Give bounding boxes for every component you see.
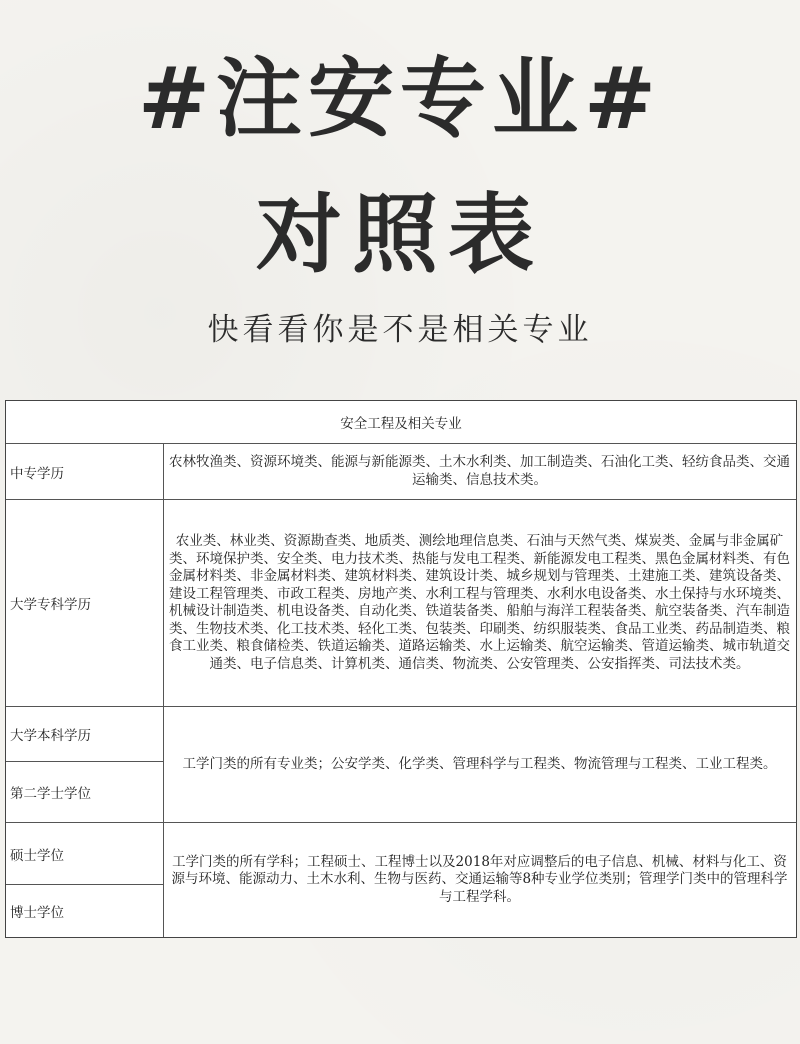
subtitle: 快看看你是不是相关专业 xyxy=(207,312,593,348)
row-content-secondary-school: 农林牧渔类、资源环境类、能源与新能源类、土木水利类、加工制造类、石油化工类、轻纺食品类、交通运输类、信息技术类。 xyxy=(169,454,790,488)
main-title: #注安专业# xyxy=(137,49,663,149)
row-label-junior-college: 大学专科学历 xyxy=(10,597,91,613)
row-label-secondary-school: 中专学历 xyxy=(10,465,64,482)
row-content-junior-college: 农业类、林业类、资源勘查类、地质类、测绘地理信息类、石油与天然气类、煤炭类、金属与非金属矿类、环境保护类、安全类、电力技术类、热能与发电工程类、新能源发电工程类、黑色金属材料类、有色金属材料类、非金属材料类、建筑材料类、建筑设计类、城乡规划与管理类、土建施工类、建筑设备类、建设工程管理类、市政工程类、房地产类、水利工程与管理类、水利水电设备类、水土保持与水环境类、机械设计制造类、机电设备类、自动化类、铁道装备类、船舶与海洋工程装备类、航空装备类、汽车制造类、生物技术类、化工技术类、轻化工类、包装类、印刷类、纺织服装类、食品工业类、药品制造类、粮食工业类、粮食储检类、铁道运输类、道路运输类、水上运输类、航空运输类、管道运输类、城市轨道交通类、电子信息类、计算机类、通信类、物流类、公安管理类、公安指挥类、司法技术类。 xyxy=(169,533,790,672)
row-label-second-bachelor: 第二学士学位 xyxy=(10,786,91,802)
row-content-master-doctorate: 工学门类的所有学科；工程硕士、工程博士以及2018年对应调整后的电子信息、机械、材料与化工、资源与环境、能源动力、土木水利、生物与医药、交通运输等8种专业学位类别；管理学门类中的管理科学与工程学科。 xyxy=(171,853,788,905)
main-title-line2: 对照表 xyxy=(256,185,544,285)
row-content-bachelor: 工学门类的所有专业类；公安学类、化学类、管理科学与工程类、物流管理与工程类、工业工程类。 xyxy=(182,755,777,772)
major-comparison-table xyxy=(5,400,797,938)
poster-header xyxy=(0,0,800,400)
row-label-master: 硕士学位 xyxy=(10,847,64,864)
row-label-bachelor: 大学本科学历 xyxy=(10,728,91,744)
table-title: 安全工程及相关专业 xyxy=(340,416,462,432)
row-label-doctorate: 博士学位 xyxy=(10,905,64,921)
